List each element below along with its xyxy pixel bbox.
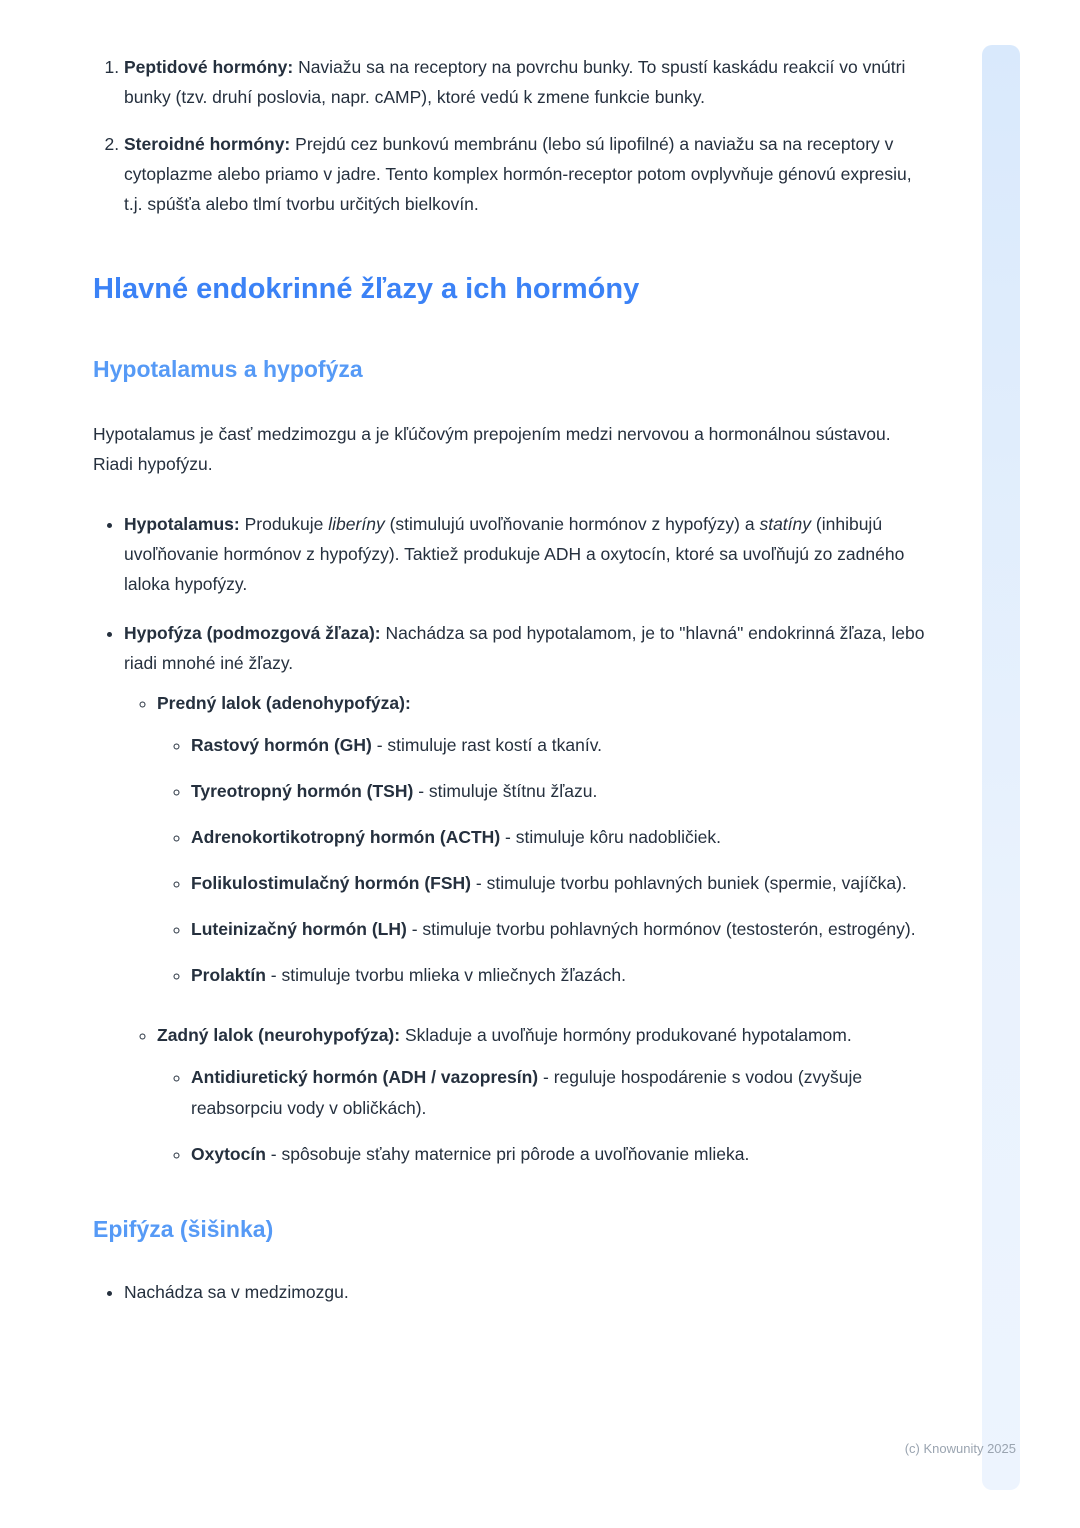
hormone-mechanisms-list [93,52,930,219]
item-italic: liberíny [328,514,385,535]
subsection-heading-hypothalamus: Hypotalamus a hypofýza [93,356,363,383]
list-item [124,1277,930,1307]
subsection-heading-epiphysis: Epifýza (šišinka) [93,1215,274,1242]
item-text: Nachádza sa v medzimozgu. [124,1281,349,1302]
item-text: - stimuluje štítnu žľazu. [418,780,598,801]
item-text: - stimuluje tvorbu pohlavných hormónov (testosterón, estrogény). [411,919,916,940]
right-accent-bar [982,45,1020,1490]
item-text: Produkuje [244,514,324,535]
intro-paragraph: Hypotalamus je časť medzimozgu a je kľúčovým prepojením medzi nervovou a hormonálnou sústavou. Riadi hypofýzu. [93,424,891,475]
item-text: Prejdú cez bunkovú membránu (lebo sú lipofilné) a naviažu sa na receptory v cytoplazme alebo priamo v jadre. Tento komplex hormón-receptor potom ovplyvňuje génovú expresiu, t.j. spúšťa alebo tlmí tvorbu určitých bielkovín. [124,134,912,215]
list-item [124,52,930,112]
item-lead-bold: Zadný lalok (neurohypofýza): [157,1025,401,1046]
item-lead-bold: Luteinizačný hormón (LH) [191,919,407,940]
item-lead-bold: Prolaktín [191,965,266,986]
list-item [191,960,930,990]
list-item [191,730,930,760]
item-lead-bold: Steroidné hormóny: [124,134,291,155]
item-text: (inhibujú uvoľňovanie hormónov z hypofýzy). Taktiež produkuje ADH a oxytocín, ktoré sa uvoľňujú zo zadného laloka hypofýzy. [124,514,905,595]
pituitary-lobes-list [124,688,930,1169]
anterior-hormones-list [157,730,930,991]
list-item [191,868,930,898]
item-text: - stimuluje rast kostí a tkanív. [376,734,603,755]
item-lead-bold: Hypotalamus: [124,514,240,535]
item-italic: statíny [759,514,812,535]
item-text: - spôsobuje sťahy maternice pri pôrode a uvoľňovanie mlieka. [270,1143,750,1164]
item-text: - stimuluje tvorbu mlieka v mliečnych žľazách. [270,965,626,986]
item-text: - stimuluje kôru nadobličiek. [505,826,721,847]
item-text: - stimuluje tvorbu pohlavných buniek (spermie, vajíčka). [475,873,907,894]
list-item-pituitary [124,618,930,1169]
item-text: Naviažu sa na receptory na povrchu bunky. To spustí kaskádu reakcií vo vnútri bunky (tzv. druhí poslovia, napr. cAMP), ktoré vedú k zmene funkcie bunky. [124,57,906,108]
copyright-footer: (c) Knowunity 2025 [904,1441,1016,1456]
item-lead-bold: Folikulostimulačný hormón (FSH) [191,873,472,894]
list-item-anterior-lobe [157,688,930,991]
item-lead-bold: Adrenokortikotropný hormón (ACTH) [191,826,501,847]
epiphysis-list [93,1277,930,1307]
item-text: - reguluje hospodárenie s vodou (zvyšuje reabsorpciu vody v obličkách). [191,1067,863,1118]
item-lead-bold: Oxytocín [191,1143,266,1164]
list-item-hypothalamus [124,509,930,599]
list-item [124,129,930,219]
list-item [191,1062,930,1122]
list-item-posterior-lobe [157,1020,930,1168]
glands-list [93,509,930,1169]
posterior-hormones-list [157,1062,930,1168]
section-heading-main: Hlavné endokrinné žľazy a ich hormóny [93,273,640,306]
item-lead-bold: Antidiuretický hormón (ADH / vazopresín) [191,1067,539,1088]
list-item [191,914,930,944]
list-item [191,822,930,852]
item-lead-bold: Hypofýza (podmozgová žľaza): [124,622,381,643]
item-text: Nachádza sa pod hypotalamom, je to "hlavná" endokrinná žľaza, lebo riadi mnohé iné žľazy. [124,622,925,673]
item-lead-bold: Rastový hormón (GH) [191,734,372,755]
item-lead-bold: Predný lalok (adenohypofýza): [157,692,411,713]
item-text: Skladuje a uvoľňuje hormóny produkované hypotalamom. [404,1025,852,1046]
item-text: (stimulujú uvoľňovanie hormónov z hypofýzy) a [389,514,755,535]
item-lead-bold: Tyreotropný hormón (TSH) [191,780,414,801]
item-lead-bold: Peptidové hormóny: [124,57,294,77]
list-item [191,776,930,806]
list-item [191,1139,930,1169]
